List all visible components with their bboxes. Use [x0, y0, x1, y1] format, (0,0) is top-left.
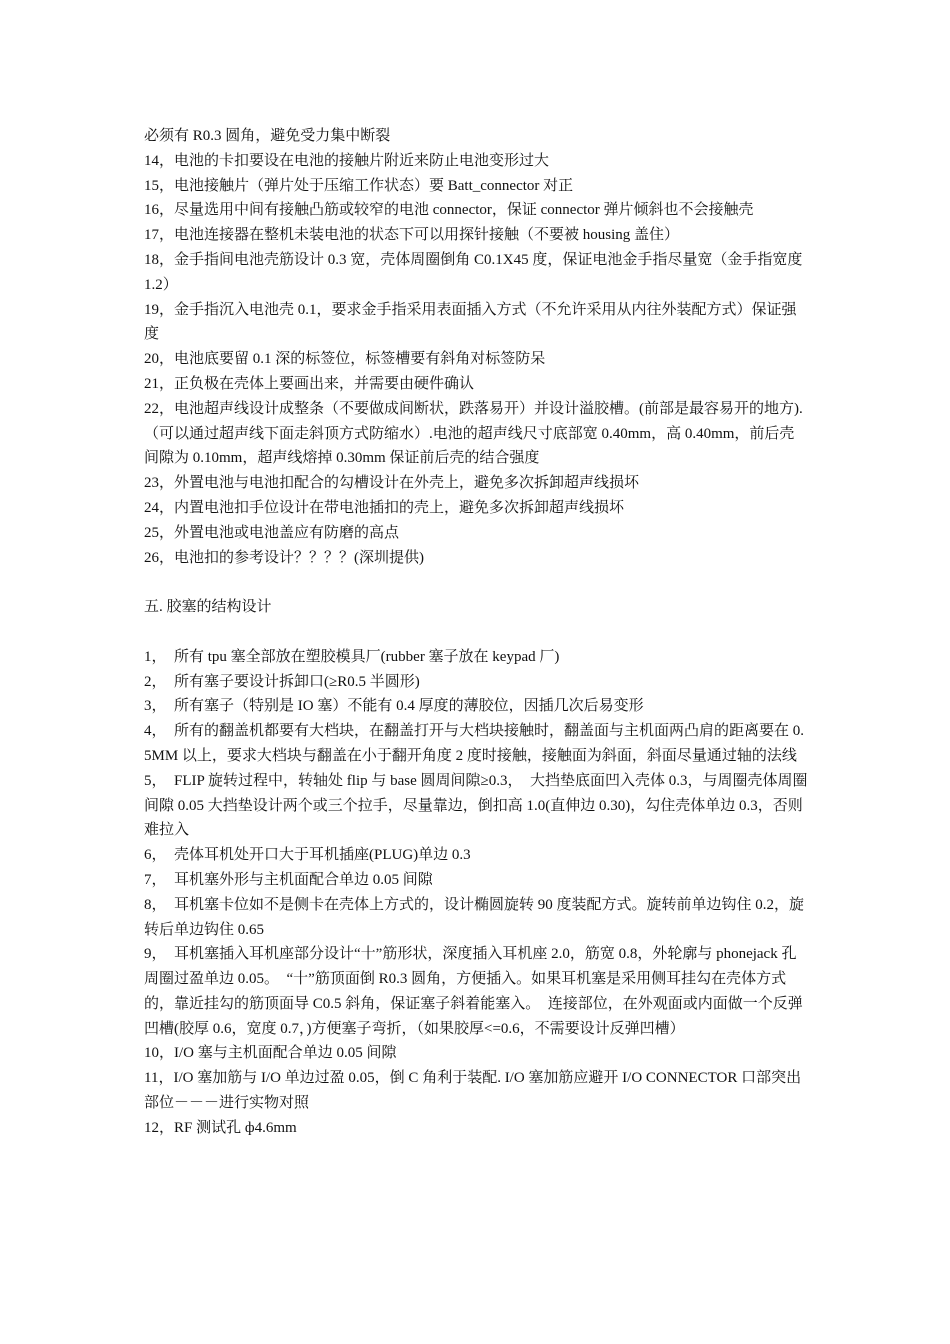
plug-rule-9: 9， 耳机塞插入耳机座部分设计“十”筋形状，深度插入耳机座 2.0，筋宽 0.8，外轮廓与 phonejack 孔周圈过盈单边 0.05。 “十”筋顶面倒 R0.3 圆角，方便插入。如果耳机塞是采用侧耳挂勾在壳体方式的，靠近挂勾的筋顶面导 C0.5 斜角，保证塞子斜着能塞入。 连接部位，在外观面或内面做一个反弹凹槽(胶厚 0.6，宽度 0.7，)方便塞子弯折，（如果胶厚<=0.6，不需要设计反弹凹槽）: [144, 946, 803, 1037]
battery-rule-17: 17，电池连接器在整机未装电池的状态下可以用探针接触（不要被 housing 盖住）: [144, 227, 680, 244]
plug-rule-11: 11，I/O 塞加筋与 I/O 单边过盈 0.05，倒 C 角利于装配. I/O 塞加筋应避开 I/O CONNECTOR 口部突出部位－－－进行实物对照: [144, 1070, 802, 1112]
plug-rule-10: 10，I/O 塞与主机面配合单边 0.05 间隙: [144, 1045, 397, 1062]
battery-rule-21: 21，正负极在壳体上要画出来，并需要由硬件确认: [144, 375, 475, 392]
plug-rule-5: 5， FLIP 旋转过程中，转轴处 flip 与 base 圆周间隙≥0.3， 大挡垫底面凹入壳体 0.3，与周圈壳体周圈间隙 0.05 大挡垫设计两个或三个拉手，尽量靠边，倒扣高 1.0(直伸边 0.30)，勾住壳体单边 0.3，否则难拉入: [144, 772, 808, 839]
battery-rule-18: 18，金手指间电池壳筋设计 0.3 宽，壳体周圈倒角 C0.1X45 度，保证电池金手指尽量宽（金手指宽度 1.2）: [144, 251, 807, 293]
spacer: [144, 620, 808, 645]
battery-rule-20: 20，电池底要留 0.1 深的标签位，标签槽要有斜角对标签防呆: [144, 351, 546, 368]
battery-rule-14: 14，电池的卡扣要设在电池的接触片附近来防止电池变形过大: [144, 152, 550, 169]
plug-rule-7: 7， 耳机塞外形与主机面配合单边 0.05 间隙: [144, 871, 433, 888]
battery-rule-16: 16，尽量选用中间有接触凸筋或较窄的电池 connector，保证 connector 弹片倾斜也不会接触壳: [144, 202, 754, 219]
battery-rule-24: 24，内置电池扣手位设计在带电池插扣的壳上，避免多次拆卸超声线损坏: [144, 499, 625, 516]
plug-rule-3: 3， 所有塞子（特别是 IO 塞）不能有 0.4 厚度的薄胶位，因插几次后易变形: [144, 698, 644, 715]
plug-rule-2: 2， 所有塞子要设计拆卸口(≥R0.5 半圆形): [144, 673, 420, 690]
plug-rule-8: 8， 耳机塞卡位如不是侧卡在壳体上方式的，设计椭圆旋转 90 度装配方式。旋转前单边钩住 0.2，旋转后单边钩住 0.65: [144, 896, 805, 938]
battery-rule-19: 19，金手指沉入电池壳 0.1，要求金手指采用表面插入方式（不允许采用从内往外装配方式）保证强度: [144, 301, 797, 343]
battery-rule-13-continued: 必须有 R0.3 圆角，避免受力集中断裂: [144, 128, 391, 144]
section-heading: 五. 胶塞的结构设计: [144, 599, 272, 616]
plug-rule-4: 4， 所有的翻盖机都要有大档块，在翻盖打开与大档块接触时，翻盖面与主机面两凸肩的距离要在 0.5MM 以上，要求大档块与翻盖在小于翻开角度 2 度时接触，接触面为斜面，斜面尽量通过轴的法线: [144, 723, 805, 764]
plug-rule-12: 12，RF 测试孔 ф4.6mm: [144, 1119, 297, 1136]
plug-rule-1: 1， 所有 tpu 塞全部放在塑胶模具厂(rubber 塞子放在 keypad 厂): [144, 648, 560, 665]
battery-rule-26: 26，电池扣的参考设计？？？？(深圳提供): [144, 549, 424, 566]
battery-rule-15: 15，电池接触片（弹片处于压缩工作状态）要 Batt_connector 对正: [144, 177, 574, 194]
battery-rule-22: 22，电池超声线设计成整条（不要做成间断状，跌落易开）并设计溢胶槽。(前部是最容易开的地方).（可以通过超声线下面走斜顶方式防缩水）.电池的超声线尺寸底部宽 0.40mm，高 0.40mm，前后壳间隙为 0.10mm，超声线熔掉 0.30mm 保证前后壳的结合强度: [144, 400, 803, 467]
battery-rule-23: 23，外置电池与电池扣配合的勾槽设计在外壳上，避免多次拆卸超声线损坏: [144, 475, 640, 492]
spacer: [144, 570, 808, 595]
document-page: [144, 124, 808, 1141]
battery-rule-25: 25，外置电池或电池盖应有防磨的高点: [144, 524, 400, 541]
plug-rule-6: 6， 壳体耳机处开口大于耳机插座(PLUG)单边 0.3: [144, 847, 471, 864]
